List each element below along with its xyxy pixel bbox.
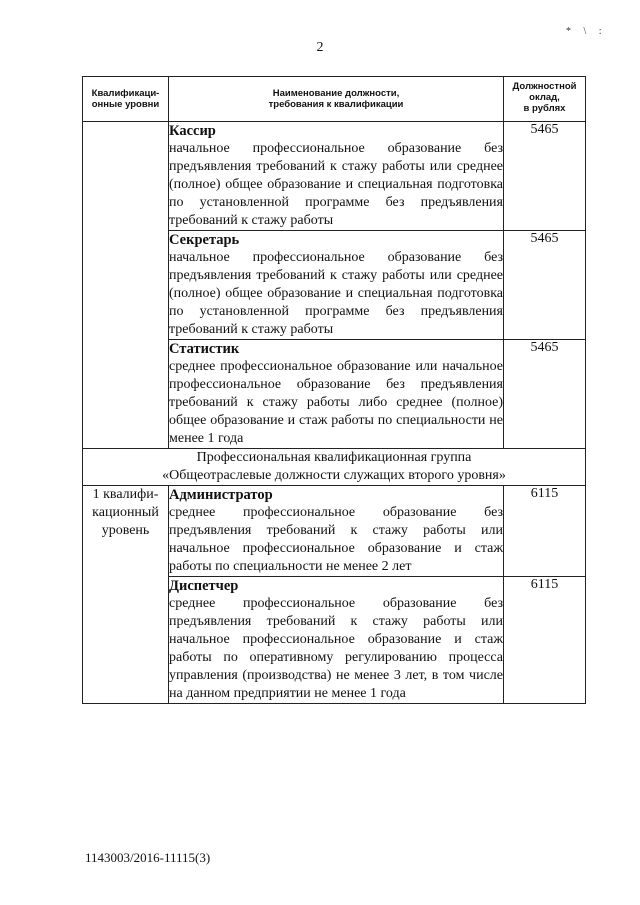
salary-cell: 5465 <box>504 122 586 231</box>
position-title: Статистик <box>169 341 240 357</box>
salary-cell: 6115 <box>504 577 586 704</box>
document-number: 1143003/2016-11115(3) <box>85 850 211 865</box>
salary-cell: 6115 <box>504 486 586 577</box>
qualification-table <box>82 76 586 704</box>
position-title: Кассир <box>169 123 216 139</box>
position-cell <box>169 340 504 449</box>
position-title: Секретарь <box>169 232 240 248</box>
page-number: 2 <box>316 40 324 55</box>
position-title: Администратор <box>169 487 273 503</box>
table-row <box>83 486 586 577</box>
position-cell <box>169 486 504 577</box>
header-level: Квалификаци- онные уровни <box>83 77 169 122</box>
group-heading <box>83 449 586 486</box>
header-salary: Должностной оклад, в рублях <box>504 77 586 122</box>
position-cell <box>169 231 504 340</box>
level-cell: 1 квалифи- кационный уровень <box>83 486 169 704</box>
position-requirements: среднее профессиональное образование без предъявления требований к стажу работы или начальное профессиональное образование и стаж работы по специальности не менее 2 лет <box>169 505 503 574</box>
header-position: Наименование должности, требования к квалификации <box>169 77 504 122</box>
group-heading-row <box>83 449 586 486</box>
scan-marks: * \ : <box>566 26 607 37</box>
salary-cell: 5465 <box>504 231 586 340</box>
salary-cell: 5465 <box>504 340 586 449</box>
group-heading-line1: Профессиональная квалификационная группа <box>196 450 472 465</box>
group-heading-line2: «Общеотраслевые должности служащих второго уровня» <box>162 468 506 483</box>
table-header-row <box>83 77 586 122</box>
level-cell-empty <box>83 122 169 449</box>
table-row <box>83 122 586 231</box>
position-cell <box>169 122 504 231</box>
position-cell <box>169 577 504 704</box>
position-requirements: среднее профессиональное образование или начальное профессиональное образование без предъявления требований к стажу работы либо среднее (полное) общее образование и стаж работы по специальности не менее 1 года <box>169 359 503 446</box>
position-requirements: начальное профессиональное образование без предъявления требований к стажу работы или среднее (полное) общее образование и специальная подготовка по установленной программе без предъявления требований к стажу работы <box>169 250 503 337</box>
position-title: Диспетчер <box>169 578 239 594</box>
position-requirements: начальное профессиональное образование без предъявления требований к стажу работы или среднее (полное) общее образование и специальная подготовка по установленной программе без предъявления требований к стажу работы <box>169 141 503 228</box>
position-requirements: среднее профессиональное образование без предъявления требований к стажу работы или начальное профессиональное образование и стаж работы по оперативному регулированию процесса управления (производства) не менее 3 лет, в том числе на данном предприятии не менее 1 года <box>169 596 503 701</box>
